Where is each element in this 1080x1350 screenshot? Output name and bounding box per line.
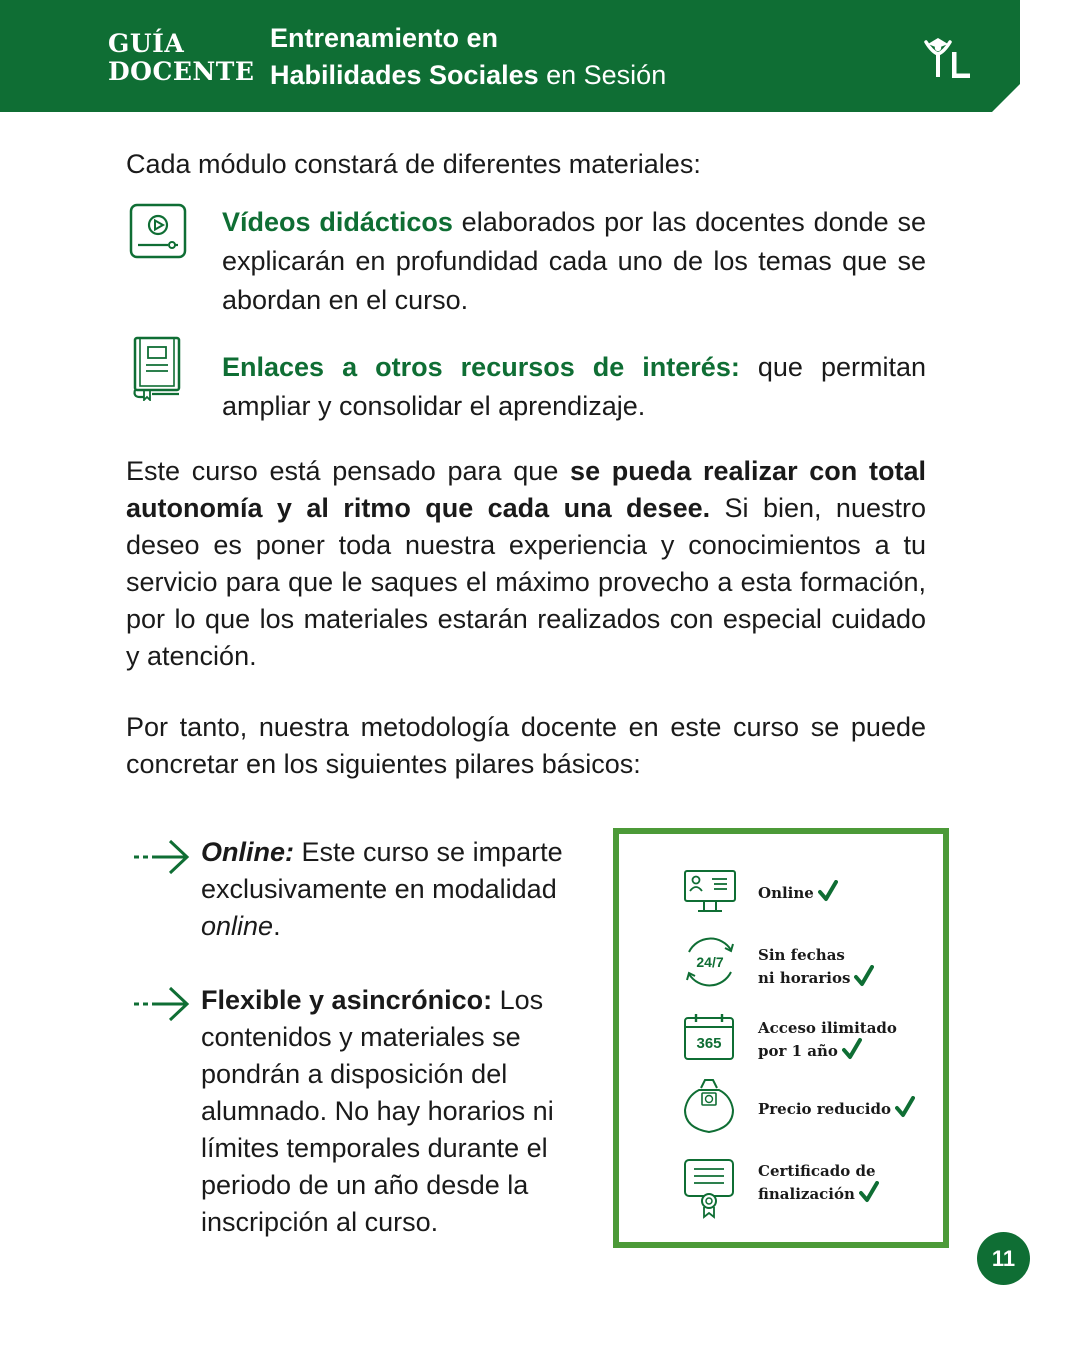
material-links	[222, 348, 926, 426]
svg-text:365: 365	[696, 1035, 722, 1052]
pillar-online-title: Online:	[201, 837, 294, 867]
check-icon	[818, 880, 838, 902]
piggy-bank-icon	[681, 1076, 737, 1136]
graduate-person-logo-icon	[924, 34, 974, 82]
clock-24-7-icon	[681, 936, 739, 988]
check-icon	[859, 1181, 879, 1203]
pillar-flexible: Flexible y asincrónico: Los contenidos y materiales se pondrán a disposición del alumnado. No hay horarios ni límites temporales durante el periodo de un año desde la inscripción al curso.	[201, 985, 554, 1237]
arrow-right-icon	[132, 985, 192, 1023]
check-icon	[842, 1038, 862, 1060]
course-title-line1: Entrenamiento en	[270, 23, 499, 53]
intro-text: Cada módulo constará de diferentes materiales:	[126, 149, 701, 179]
feature-no-schedule: Sin fechas ni horarios	[758, 945, 874, 988]
material-links-title: Enlaces a otros recursos de interés:	[222, 352, 740, 382]
guide-label	[108, 30, 254, 86]
feature-unlimited-access: Acceso ilimitado por 1 año	[758, 1019, 897, 1060]
material-video-text: elaborados por las docentes donde se explicarán en profundidad cada uno de los temas que se abordan en el curso.	[222, 207, 926, 315]
pillar-online: Online: Este curso se imparte exclusivamente en modalidad online.	[201, 837, 563, 941]
guide-label-line2: DOCENTE	[108, 57, 255, 86]
calendar-365-icon	[682, 1012, 736, 1062]
methodology-paragraph: Por tanto, nuestra metodología docente en este curso se puede concretar en los siguientes pilares básicos:	[126, 712, 926, 779]
page-number: 11	[977, 1232, 1030, 1285]
pillar-online-italic: online	[201, 911, 274, 941]
certificate-icon	[682, 1156, 736, 1220]
online-monitor-icon	[682, 868, 738, 914]
course-title	[270, 20, 666, 94]
feature-online: Online	[758, 880, 838, 903]
course-title-bold: Habilidades Sociales	[270, 60, 539, 90]
svg-text:24/7: 24/7	[696, 954, 724, 970]
material-video	[222, 203, 926, 320]
guide-label-line1: GUÍA	[108, 29, 185, 58]
arrow-right-icon	[132, 838, 192, 876]
video-icon	[128, 202, 188, 260]
check-icon	[895, 1096, 915, 1118]
course-title-line2	[270, 57, 666, 94]
pillar-flexible-title: Flexible y asincrónico:	[201, 985, 493, 1015]
course-title-rest: en Sesión	[538, 60, 667, 90]
check-icon	[854, 965, 874, 987]
autonomy-paragraph: Este curso está pensado para que se pueda realizar con total autonomía y al ritmo que cada una desee. Si bien, nuestro deseo es poner toda nuestra experiencia y conocimientos a tu servicio para que le saques el máximo provecho a esta formación, por lo que los materiales estarán realizados con especial cuidado y atención.	[126, 456, 926, 671]
book-icon	[130, 335, 184, 401]
feature-reduced-price: Precio reducido	[758, 1096, 915, 1119]
autonomy-bold: se pueda realizar con total autonomía y al ritmo que cada una desee.	[126, 456, 926, 523]
material-video-title: Vídeos didácticos	[222, 207, 453, 237]
feature-certificate: Certificado de finalización	[758, 1161, 879, 1204]
material-links-text: que permitan ampliar y consolidar el aprendizaje.	[222, 352, 926, 421]
